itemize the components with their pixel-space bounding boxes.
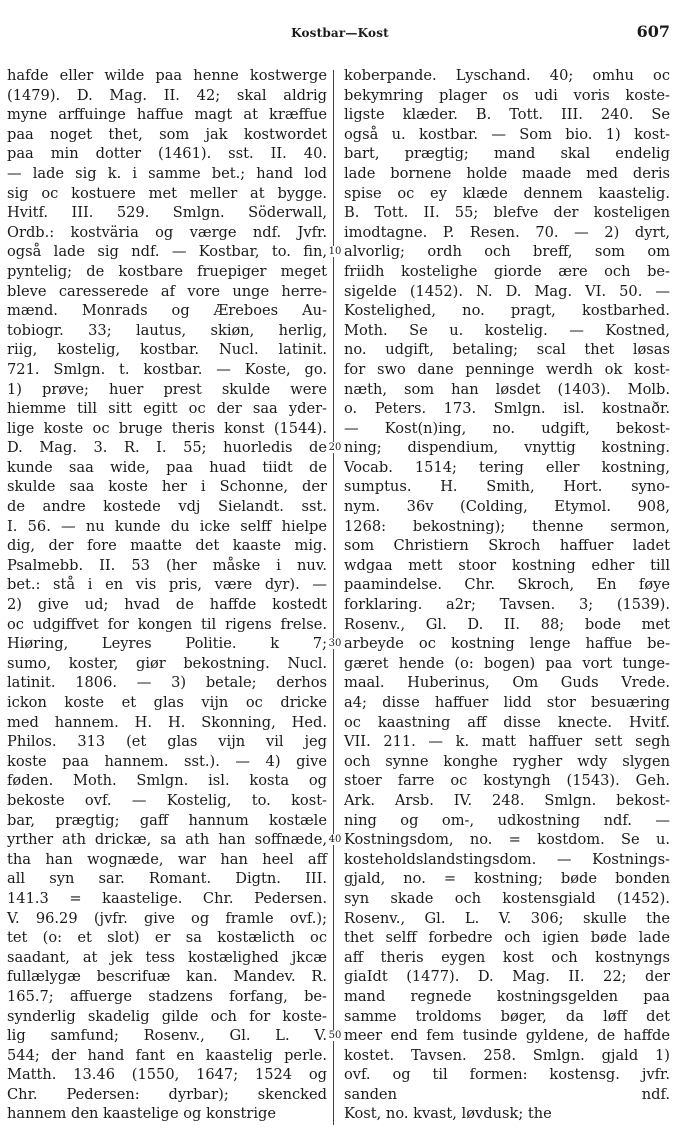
text-line: tobiogr. 33; lautus, skiøn, herlig, — [7, 321, 327, 339]
text-line: bet.: stå i en vis pris, være dyr). — — [7, 576, 327, 594]
text-line: hafde eller wilde paa henne kostwerge — [7, 67, 327, 84]
text-line: yrther ath drickæ, sa ath han soffnæde, — [7, 831, 327, 849]
text-line: hiemme till sitt egitt oc der saa yder- — [7, 400, 327, 418]
text-line: Matth. 13.46 (1550, 1647; 1524 og — [7, 1066, 327, 1084]
text-line: och synne konghe rygher wdy slygen — [344, 752, 670, 770]
text-line: sig oc kostuere met meller at bygge. — [7, 184, 327, 202]
text-line: D. Mag. 3. R. I. 55; huorledis de — [7, 439, 327, 457]
text-line: Kostningsdom, no. = kostdom. Se u. — [344, 831, 670, 849]
text-line: fullælygæ bescrifuæ kan. Mandev. R. — [7, 968, 327, 986]
line-number: 50 — [328, 1030, 342, 1041]
text-line: B. Tott. II. 55; blefve der kosteligen — [344, 204, 670, 222]
text-line: bekymring plager os udi voris koste- — [344, 86, 670, 104]
text-line: sumptus. H. Smith, Hort. syno- — [344, 478, 670, 496]
text-line: skulde saa koste her i Schonne, der — [7, 478, 327, 496]
text-line: samme troldoms bøger, da løff det — [344, 1007, 670, 1025]
text-line: thet selff forbedre och igien bøde lade — [344, 929, 670, 947]
text-line: dig, der fore maatte det kaaste mig. — [7, 537, 327, 555]
text-line: forklaring. a2r; Tavsen. 3; (1539). — [344, 596, 670, 614]
text-line: imodtagne. P. Resen. 70. — 2) dyrt, — [344, 223, 670, 241]
text-line: som Christiern Skroch haffuer ladet — [344, 537, 670, 555]
text-line: kostet. Tavsen. 258. Smlgn. gjald 1) — [344, 1046, 670, 1064]
text-line: sanden ndf. — [344, 1085, 670, 1103]
text-line: ning og om-, udkostning ndf. — — [344, 811, 670, 829]
text-line: Kostelighed, no. pragt, kostbarhed. — [344, 302, 670, 320]
text-line: a4; disse haffuer lidd stor besuæring — [344, 694, 670, 711]
text-line: Rosenv., Gl. D. II. 88; bode met — [344, 615, 670, 633]
text-line: paa noget thet, som jak kostwordet — [7, 125, 327, 143]
text-line: mænd. Monrads og Æreboes Au- — [7, 302, 327, 320]
column-divider — [333, 70, 334, 1125]
line-number: 10 — [328, 246, 342, 257]
text-line: ickon koste et glas vijn oc dricke — [7, 694, 327, 711]
line-number: 20 — [328, 442, 342, 453]
text-line: bleve caresserede af vore unge herre- — [7, 282, 327, 300]
text-line: sigelde (1452). N. D. Mag. VI. 50. — — [344, 282, 670, 300]
text-line: all syn sar. Romant. Digtn. III. — [7, 870, 327, 888]
text-line: arbeyde oc kostning lenge haffue be- — [344, 635, 670, 653]
text-line: Ordb.: kostväria og værge ndf. Jvfr. — [7, 223, 327, 241]
text-line: oc udgiffvet for kongen til rigens frelse. — [7, 615, 327, 633]
right-column — [344, 66, 670, 1124]
text-line: 721. Smlgn. t. kostbar. — Koste, go. — [7, 360, 327, 378]
text-line: også lade sig ndf. — Kostbar, to. fin, — [7, 243, 327, 261]
text-line: koberpande. Lyschand. 40; omhu oc — [344, 67, 670, 84]
text-line: wdgaa mett stoor kostning edher till — [344, 556, 670, 574]
text-line: Moth. Se u. kostelig. — Kostned, — [344, 321, 670, 339]
text-line: ning; dispendium, vnyttig kostning. — [344, 439, 670, 457]
text-line: V. 96.29 (jvfr. give og framle ovf.); — [7, 909, 327, 927]
text-line: Hiøring, Leyres Politie. k 7; — [7, 635, 327, 653]
text-line: gjald, no. = kostning; bøde bonden — [344, 870, 670, 888]
text-line: 141.3 = kaastelige. Chr. Pedersen. — [7, 889, 327, 907]
text-line: kosteholdslandstingsdom. — Kostnings- — [344, 850, 670, 868]
text-line: 544; der hand fant en kaastelig perle. — [7, 1046, 327, 1064]
text-line: no. udgift, betaling; scal thet løsas — [344, 341, 670, 359]
text-line: for swo dane penninge werdh ok kost- — [344, 360, 670, 378]
text-line: o. Peters. 173. Smlgn. isl. kostnaðr. — [344, 400, 670, 418]
text-line: tha han wognæde, war han heel aff — [7, 850, 327, 868]
text-line: myne arffuinge haffue magt at kræffue — [7, 106, 327, 124]
running-header — [0, 22, 680, 44]
text-line: bekoste ovf. — Kostelig, to. kost- — [7, 791, 327, 809]
text-line: bar, prægtig; gaff hannum kostæle — [7, 811, 327, 829]
text-line: de andre kostede vdj Sielandt. sst. — [7, 498, 327, 516]
page-number: 607 — [636, 22, 670, 41]
text-line: tet (o: et slot) er sa kostælicth oc — [7, 929, 327, 947]
text-line: saadant, at jek tess kostælighed jkcæ — [7, 948, 327, 966]
text-line: meer end fem tusinde gyldene, de haffde — [344, 1027, 670, 1045]
text-line: maal. Huberinus, Om Guds Vrede. — [344, 674, 670, 692]
text-line: koste paa hannem. sst.). — 4) give — [7, 752, 327, 770]
text-line: sumo, koster, giør bekostning. Nucl. — [7, 654, 327, 672]
text-line: Chr. Pedersen: dyrbar); skencked — [7, 1085, 327, 1103]
text-line: aff theris eygen kost och kostnyngs — [344, 948, 670, 966]
text-line: giaIdt (1477). D. Mag. II. 22; der — [344, 968, 670, 986]
text-line: 1) prøve; huer prest skulde were — [7, 380, 327, 398]
text-line: nym. 36v (Colding, Etymol. 908, — [344, 498, 670, 516]
text-line: (1479). D. Mag. II. 42; skal aldrig — [7, 86, 327, 104]
text-line: — Kost(n)ing, no. udgift, bekost- — [344, 419, 670, 437]
text-line: oc kaastning aff disse knecte. Hvitf. — [344, 713, 670, 731]
text-line: synderlig skadelig gilde och for koste- — [7, 1007, 327, 1025]
text-line: riig, kostelig, kostbar. Nucl. latinit. — [7, 341, 327, 359]
text-line: Ark. Arsb. IV. 248. Smlgn. bekost- — [344, 791, 670, 809]
text-line: VII. 211. — k. matt haffuer sett segh — [344, 733, 670, 751]
line-number: 40 — [328, 834, 342, 845]
text-line: syn skade och kostensgiald (1452). — [344, 889, 670, 907]
text-line: 1268: bekostning); thenne sermon, — [344, 517, 670, 535]
text-line: I. 56. — nu kunde du icke selff hielpe — [7, 517, 327, 535]
text-line: ligste klæder. B. Tott. III. 240. Se — [344, 106, 670, 124]
text-line: kunde saa wide, paa huad tiidt de — [7, 458, 327, 476]
text-line: Psalmebb. II. 53 (her måske i nuv. — [7, 556, 327, 574]
text-line: lade bornene holde maade med deris — [344, 164, 670, 182]
text-line: også u. kostbar. — Som bio. 1) kost- — [344, 125, 670, 143]
line-number: 30 — [328, 638, 342, 649]
text-line: — lade sig k. i samme bet.; hand lod — [7, 164, 327, 182]
text-line: pyntelig; de kostbare fruepiger meget — [7, 262, 327, 280]
text-line: spise oc ey klæde dennem kaastelig. — [344, 184, 670, 202]
text-line: Philos. 313 (et glas vijn vil jeg — [7, 733, 327, 751]
header-title: Kostbar—Kost — [291, 26, 389, 40]
text-line: gæret hende (o: bogen) paa vort tunge- — [344, 654, 670, 672]
text-line: med hannem. H. H. Skonning, Hed. — [7, 713, 327, 731]
text-line: 165.7; affuerge stadzens forfang, be- — [7, 987, 327, 1005]
text-line: mand regnede kostningsgelden paa — [344, 987, 670, 1005]
text-line: 2) give ud; hvad de haffde kostedt — [7, 596, 327, 614]
text-line: føden. Moth. Smlgn. isl. kosta og — [7, 772, 327, 790]
text-line: latinit. 1806. — 3) betale; derhos — [7, 674, 327, 692]
text-line: paa min dotter (1461). sst. II. 40. — [7, 145, 327, 163]
text-line: stoer farre oc kostyngh (1543). Geh. — [344, 772, 670, 790]
left-column — [7, 66, 327, 1124]
text-line: Hvitf. III. 529. Smlgn. Söderwall, — [7, 204, 327, 222]
text-line: hannem den kaastelige og konstrige — [7, 1105, 276, 1123]
text-line: Rosenv., Gl. L. V. 306; skulle the — [344, 909, 670, 927]
text-line: alvorlig; ordh och breff, som om — [344, 243, 670, 261]
text-line: lige koste oc bruge theris konst (1544). — [7, 419, 327, 437]
text-line: Vocab. 1514; tering eller kostning, — [344, 458, 670, 476]
text-line: bart, prægtig; mand skal endelig — [344, 145, 670, 163]
text-line: paamindelse. Chr. Skroch, En føye — [344, 576, 670, 594]
text-line: lig samfund; Rosenv., Gl. L. V. — [7, 1027, 327, 1045]
text-line: næth, som han løsdet (1403). Molb. — [344, 380, 670, 398]
text-line: Kost, no. kvast, løvdusk; the — [344, 1105, 552, 1123]
text-line: friidh kostelighe giorde ære och be- — [344, 262, 670, 280]
text-line: ovf. og til formen: kostensg. jvfr. — [344, 1066, 670, 1084]
